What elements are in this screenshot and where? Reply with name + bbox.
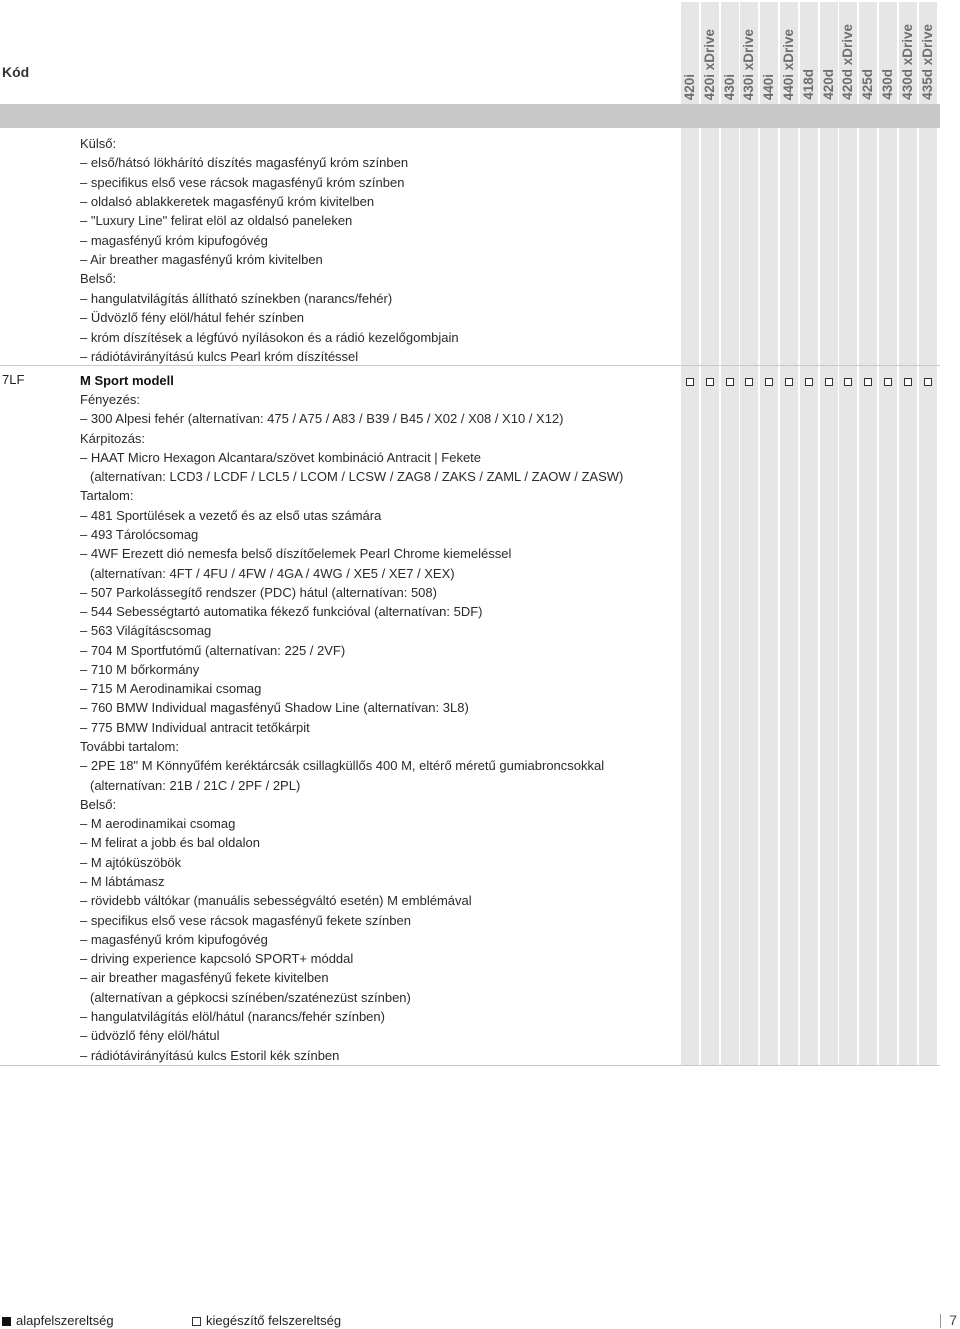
section-heading: Belső: (80, 796, 117, 812)
model-column-label (899, 4, 917, 100)
bullet-line: – Üdvözlő fény elöl/hátul fehér színben (80, 310, 305, 326)
bullet-line: – M aerodinamikai csomag (80, 816, 236, 832)
bullet-line: – hangulatvilágítás állítható színekben (narancs/fehér) (80, 290, 393, 306)
legend-standard (2, 1313, 114, 1328)
model-name: 420d (821, 69, 836, 100)
model-column-label (780, 4, 798, 100)
bullet-line: – oldalsó ablakkeretek magasfényű króm kivitelben (80, 194, 375, 210)
model-name: 425d (860, 69, 875, 100)
bullet-line: – magasfényű króm kipufogóvég (80, 931, 268, 947)
model-column-label (701, 4, 719, 100)
header-divider-bar (0, 104, 940, 128)
bullet-line: – rádiótávirányítású kulcs Pearl króm díszítéssel (80, 348, 359, 364)
model-column-label (859, 4, 877, 100)
optional-marker-icon (805, 378, 813, 386)
model-column-label (721, 4, 739, 100)
bullet-line: – rövidebb váltókar (manuális sebességváltó esetén) M emblémával (80, 893, 472, 909)
section-heading: Fényezés: (80, 392, 140, 407)
section-heading: Tartalom: (80, 488, 134, 504)
model-column (681, 2, 699, 1065)
model-column (721, 2, 739, 1065)
model-column (800, 2, 818, 1065)
model-column (701, 2, 719, 1065)
page-divider (940, 1314, 941, 1328)
model-name: 430d xDrive (900, 24, 915, 100)
bullet-line: – üdvözlő fény elöl/hátul (80, 1028, 220, 1044)
legend-optional (192, 1313, 341, 1328)
bullet-line: – 704 M Sportfutómű (alternatívan: 225 / 2VF) (80, 642, 346, 658)
model-column-label (760, 4, 778, 100)
optional-marker-icon (825, 378, 833, 386)
bullet-line: – 760 BMW Individual magasfényű Shadow Line (alternatívan: 3L8) (80, 700, 469, 716)
bullet-line: – 715 M Aerodinamikai csomag (80, 681, 262, 697)
continuation-line: (alternatívan: LCD3 / LCDF / LCL5 / LCOM / LCSW / ZAG8 / ZAKS / ZAML / ZAOW / ZASW) (90, 469, 624, 485)
bullet-line: – driving experience kapcsoló SPORT+ móddal (80, 951, 354, 967)
bullet-line: – 300 Alpesi fehér (alternatívan: 475 / A75 / A83 / B39 / B45 / X02 / X08 / X10 / X12) (80, 411, 564, 427)
optional-marker-icon (745, 378, 753, 386)
bullet-line: – air breather magasfényű fekete kivitelben (80, 970, 329, 986)
optional-marker-icon (706, 378, 714, 386)
optional-marker-icon (924, 378, 932, 386)
model-name: 430i xDrive (741, 28, 756, 100)
continuation-line: (alternatívan: 21B / 21C / 2PF / 2PL) (90, 777, 301, 793)
optional-marker-icon (686, 378, 694, 386)
model-column-label (740, 4, 758, 100)
model-name: 440i (761, 73, 776, 100)
model-column (899, 2, 917, 1065)
model-column (839, 2, 857, 1065)
filled-square-icon (2, 1317, 11, 1326)
legend-standard-label: alapfelszereltség (16, 1313, 114, 1328)
model-name: 430d (880, 69, 895, 100)
legend-optional-label: kiegészítő felszereltség (206, 1313, 342, 1328)
bullet-line: – 507 Parkolássegítő rendszer (PDC) hátul (alternatívan: 508) (80, 584, 437, 600)
model-column-label (839, 4, 857, 100)
bullet-line: – 563 Világításcsomag (80, 623, 212, 639)
bullet-line: – magasfényű króm kipufogóvég (80, 232, 268, 248)
bullet-line: – M felirat a jobb és bal oldalon (80, 835, 260, 851)
bullet-line: – "Luxury Line" felirat elöl az oldalsó paneleken (80, 213, 353, 229)
section-heading: Belső: (80, 271, 117, 287)
continuation-line: (alternatívan: 4FT / 4FU / 4FW / 4GA / 4WG / XE5 / XE7 / XEX) (90, 565, 455, 581)
bullet-line: – specifikus első vese rácsok magasfényű króm színben (80, 174, 405, 190)
bullet-line: – M ajtóküszöbök (80, 854, 182, 870)
model-name: 430i (722, 73, 737, 100)
optional-marker-icon (884, 378, 892, 386)
bullet-line: – első/hátsó lökhárító díszítés magasfényű króm színben (80, 155, 409, 171)
row-separator (0, 1065, 940, 1066)
bullet-line: – Air breather magasfényű króm kivitelben (80, 252, 323, 268)
model-name: 440i xDrive (781, 28, 796, 100)
optional-marker-icon (726, 378, 734, 386)
optional-marker-icon (765, 378, 773, 386)
model-column-label (820, 4, 838, 100)
model-name: 420i (682, 73, 697, 100)
model-column (740, 2, 758, 1065)
code-column-header: Kód (2, 64, 30, 80)
bullet-line: – króm díszítések a légfúvó nyílásokon és a rádió kezelőgombjain (80, 329, 459, 345)
bullet-line: – specifikus első vese rácsok magasfényű fekete színben (80, 912, 411, 928)
option-code: 7LF (2, 372, 25, 387)
model-column (820, 2, 838, 1065)
empty-square-icon (192, 1317, 201, 1326)
optional-marker-icon (844, 378, 852, 386)
model-column-label (681, 4, 699, 100)
bullet-line: – 775 BMW Individual antracit tetőkárpit (80, 719, 310, 735)
model-column-label (800, 4, 818, 100)
bullet-line: – 493 Tárolócsomag (80, 526, 199, 542)
bullet-line: – HAAT Micro Hexagon Alcantara/szövet kombináció Antracit | Fekete (80, 449, 482, 465)
continuation-line: (alternatívan a gépkocsi színében/szaténezüst színben) (90, 989, 411, 1005)
bullet-line: – 481 Sportülések a vezető és az első utas számára (80, 507, 382, 523)
bullet-line: – 544 Sebességtartó automatika fékező funkcióval (alternatívan: 5DF) (80, 604, 483, 620)
model-name: 418d (801, 69, 816, 100)
section-heading: Külső: (80, 136, 117, 151)
model-column (780, 2, 798, 1065)
bullet-line: – 710 M bőrkormány (80, 661, 200, 677)
optional-marker-icon (904, 378, 912, 386)
bullet-line: – M lábtámasz (80, 874, 165, 889)
model-column (879, 2, 897, 1065)
model-column (760, 2, 778, 1065)
section-heading: Kárpitozás: (80, 430, 146, 446)
bullet-line: – rádiótávirányítású kulcs Estoril kék színben (80, 1047, 340, 1063)
model-column (859, 2, 877, 1065)
model-column (919, 2, 937, 1065)
model-name: 420d xDrive (840, 24, 855, 100)
option-title: M Sport modell (80, 373, 174, 388)
section-heading: További tartalom: (80, 739, 179, 755)
row-separator (0, 365, 940, 366)
optional-marker-icon (864, 378, 872, 386)
bullet-line: – 2PE 18" M Könnyűfém keréktárcsák csillagküllős 400 M, eltérő méretű gumiabroncsokkal (80, 758, 605, 774)
bullet-line: – 4WF Erezett dió nemesfa belső díszítőelemek Pearl Chrome kiemeléssel (80, 546, 512, 562)
model-name: 435d xDrive (920, 24, 935, 100)
model-name: 420i xDrive (702, 28, 717, 100)
model-column-label (879, 4, 897, 100)
optional-marker-icon (785, 378, 793, 386)
page-number: 7 (949, 1312, 957, 1328)
bullet-line: – hangulatvilágítás elöl/hátul (narancs/fehér színben) (80, 1008, 385, 1024)
model-column-label (919, 4, 937, 100)
